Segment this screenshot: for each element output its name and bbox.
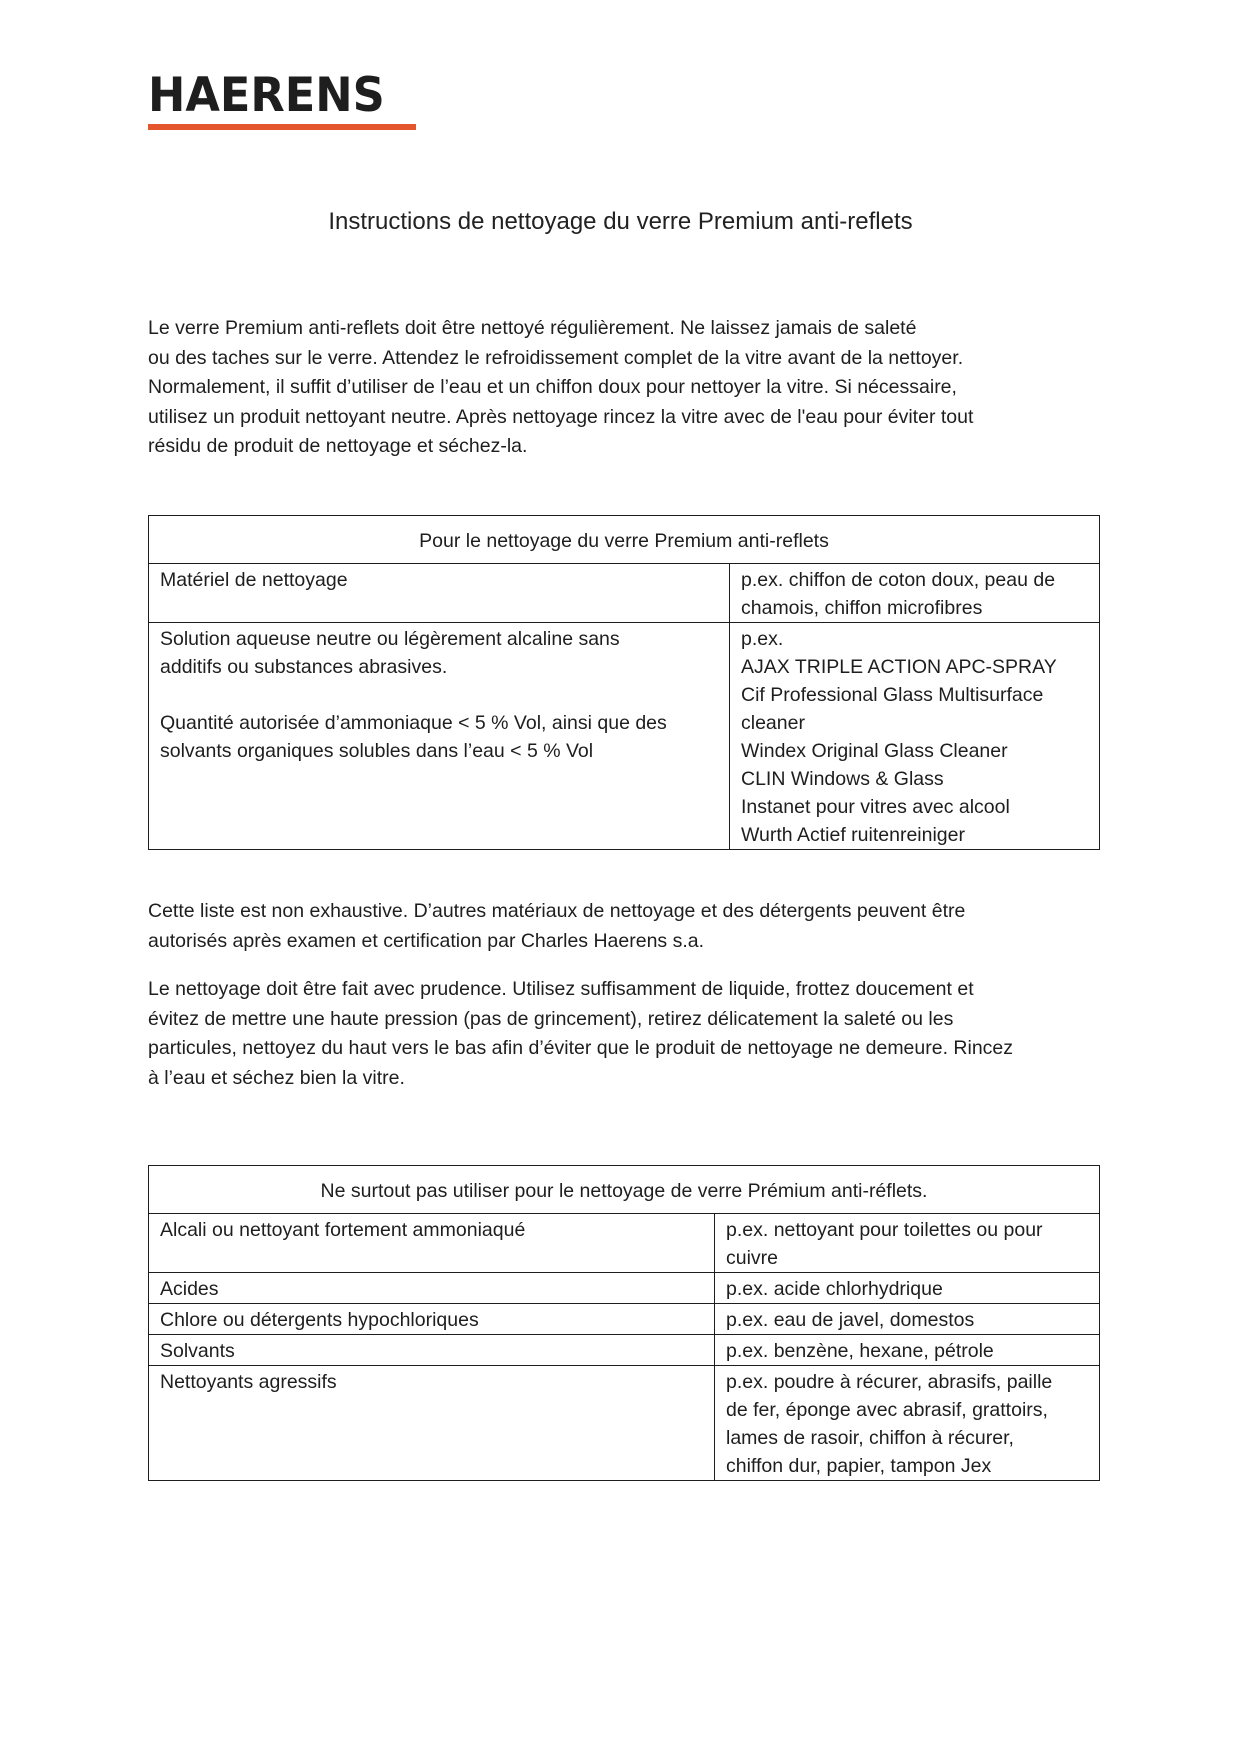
intro-line: Le verre Premium anti-reflets doit être nettoyé régulièrement. Ne laissez jamais de saleté (148, 317, 917, 339)
intro-line: ou des taches sur le verre. Attendez le refroidissement complet de la vitre avant de la nettoyer. (148, 346, 964, 369)
table-cell: Matériel de nettoyage (149, 564, 730, 623)
table-cell (715, 1335, 1100, 1366)
care-paragraph (148, 975, 1088, 1093)
table-row (149, 1214, 1100, 1273)
cell-line: Windex Original Glass Cleaner (741, 740, 1008, 762)
table-cell (715, 1214, 1100, 1273)
care-line: à l’eau et séchez bien la vitre. (148, 1066, 405, 1089)
forbidden-cleaning-table (148, 1165, 1100, 1481)
table-row (149, 623, 1100, 850)
page-title: Instructions de nettoyage du verre Premium anti-reflets (328, 208, 913, 235)
intro-line: Normalement, il suffit d’utiliser de l’eau et un chiffon doux pour nettoyer la vitre. Si nécessaire, (148, 376, 957, 398)
note-line: autorisés après examen et certification par Charles Haerens s.a. (148, 929, 705, 952)
cell-line: p.ex. acide chlorhydrique (726, 1278, 943, 1300)
cell-line: solvants organiques solubles dans l’eau < 5 % Vol (160, 740, 594, 762)
intro-line: résidu de produit de nettoyage et séchez-la. (148, 435, 528, 457)
cell-line: lames de rasoir, chiffon à récurer, (726, 1427, 1014, 1449)
cell-line: de fer, éponge avec abrasif, grattoirs, (726, 1399, 1048, 1421)
note-paragraph (148, 897, 1088, 956)
cell-line: p.ex. chiffon de coton doux, peau de (741, 569, 1056, 591)
cell-line: Wurth Actief ruitenreiniger (741, 824, 965, 846)
table-cell (730, 623, 1100, 850)
table-row (149, 1366, 1100, 1481)
cell-line: Cif Professional Glass Multisurface (741, 684, 1044, 706)
forbidden-table-header: Ne surtout pas utiliser pour le nettoyage de verre Prémium anti-réflets. (149, 1166, 1100, 1214)
brand-underline (148, 124, 416, 130)
cell-line: cleaner (741, 712, 805, 734)
table-cell (715, 1273, 1100, 1304)
intro-paragraph (148, 314, 1088, 462)
brand-name: HAERENS (148, 68, 385, 123)
cell-line: chiffon dur, papier, tampon Jex (726, 1455, 992, 1477)
care-line: particules, nettoyez du haut vers le bas afin d’éviter que le produit de nettoyage ne demeure. Rincez (148, 1037, 1014, 1059)
table-cell (715, 1366, 1100, 1481)
intro-line: utilisez un produit nettoyant neutre. Après nettoyage rincez la vitre avec de l'eau pour éviter tout (148, 405, 974, 428)
table-row (149, 1304, 1100, 1335)
table-cell: Alcali ou nettoyant fortement ammoniaqué (149, 1214, 715, 1273)
cell-line: p.ex. benzène, hexane, pétrole (726, 1340, 994, 1362)
table-cell (730, 564, 1100, 623)
cell-line: chamois, chiffon microfibres (741, 597, 983, 619)
note-line: Cette liste est non exhaustive. D’autres matériaux de nettoyage et des détergents peuvent être (148, 900, 966, 922)
care-line: Le nettoyage doit être fait avec prudence. Utilisez suffisamment de liquide, frottez doucement et (148, 978, 974, 1000)
table-row (149, 1335, 1100, 1366)
cell-line: additifs ou substances abrasives. (160, 656, 448, 678)
cell-line: p.ex. nettoyant pour toilettes ou pour (726, 1219, 1043, 1241)
table-cell (715, 1304, 1100, 1335)
table-row (149, 1273, 1100, 1304)
table-cell: Solvants (149, 1335, 715, 1366)
cell-line: Solution aqueuse neutre ou légèrement alcaline sans (160, 628, 620, 650)
table-cell: Acides (149, 1273, 715, 1304)
cell-line: cuivre (726, 1247, 779, 1269)
table-cell (149, 623, 730, 850)
table-cell: Chlore ou détergents hypochloriques (149, 1304, 715, 1335)
allowed-cleaning-table (148, 515, 1100, 850)
cell-line: Quantité autorisée d’ammoniaque < 5 % Vol, ainsi que des (160, 712, 667, 734)
cell-line: CLIN Windows & Glass (741, 768, 944, 790)
cell-line: p.ex. poudre à récurer, abrasifs, paille (726, 1371, 1053, 1393)
table-cell: Nettoyants agressifs (149, 1366, 715, 1481)
brand-logo (148, 68, 418, 130)
cell-line: p.ex. eau de javel, domestos (726, 1309, 975, 1331)
cell-line: AJAX TRIPLE ACTION APC-SPRAY (741, 656, 1057, 678)
table-row (149, 564, 1100, 623)
cell-line: p.ex. (741, 628, 784, 650)
care-line: évitez de mettre une haute pression (pas de grincement), retirez délicatement la saleté ou les (148, 1007, 954, 1030)
cell-line: Instanet pour vitres avec alcool (741, 796, 1010, 818)
allowed-table-header: Pour le nettoyage du verre Premium anti-reflets (149, 516, 1100, 564)
cell-spacer (160, 681, 718, 709)
